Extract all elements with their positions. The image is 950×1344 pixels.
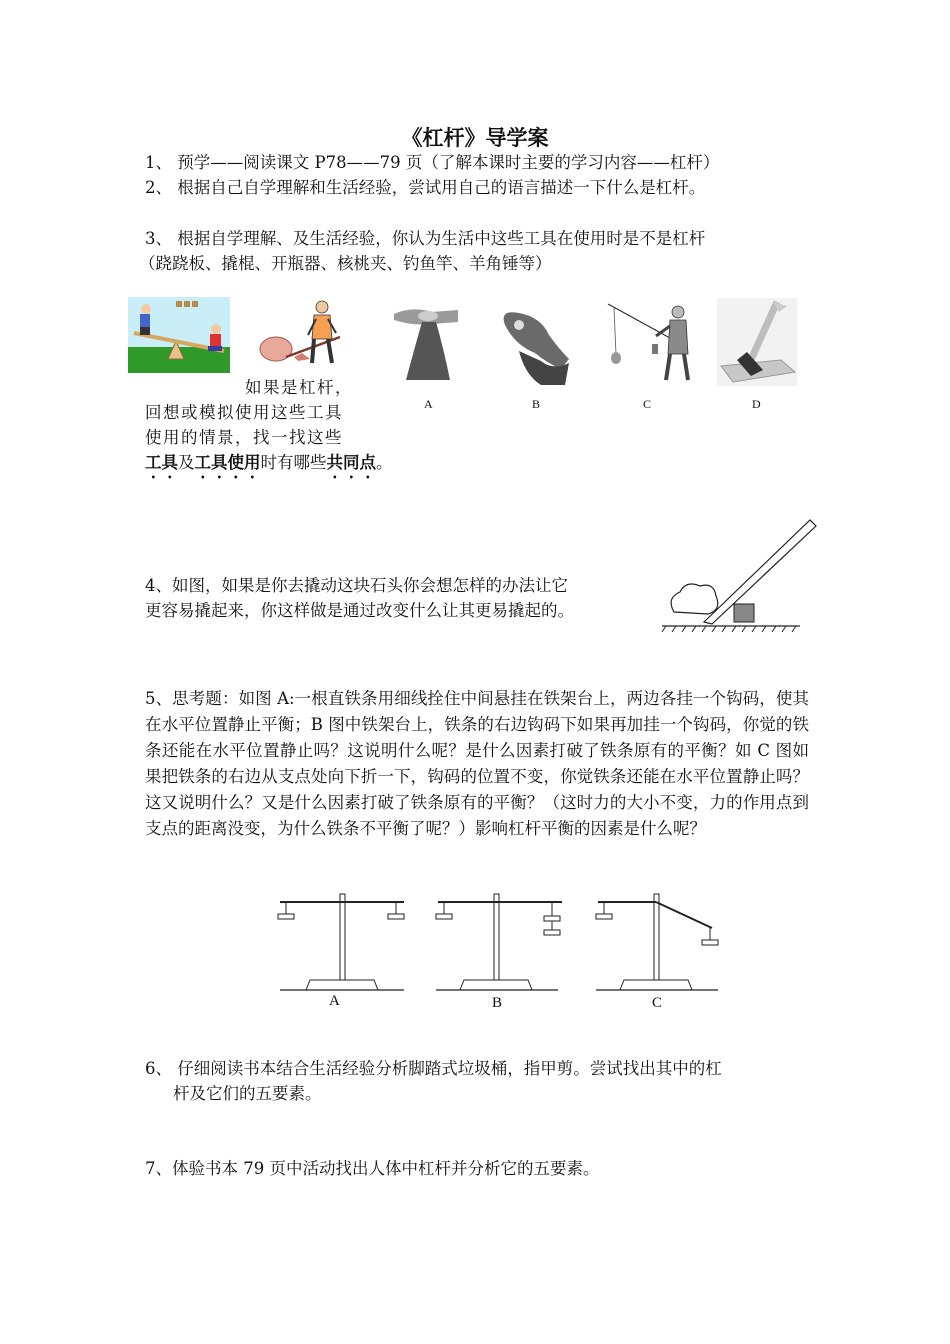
tail-text-period: 。 xyxy=(376,453,393,472)
tail-text-and: 及 xyxy=(178,453,195,472)
question-6-line-1: 6、 仔细阅读书本结合生活经验分析脚踏式垃圾桶，指甲剪。尝试找出其中的杠 xyxy=(145,1059,722,1078)
seesaw-image xyxy=(128,297,230,373)
image-label-c: C xyxy=(643,397,652,411)
balance-label-a: A xyxy=(329,993,340,1009)
crowbar-image xyxy=(256,297,356,369)
question-3-line-2: （跷跷板、撬棍、开瓶器、核桃夹、钓鱼竿、羊角锤等） xyxy=(139,254,552,273)
balance-label-c: C xyxy=(652,995,663,1011)
fishing-rod-image xyxy=(604,298,696,384)
question-4-line-2: 更容易撬起来，你这样做是通过改变什么让其更易撬起的。 xyxy=(145,601,574,620)
question-2: 2、 根据自己自学理解和生活经验，尝试用自己的语言描述一下什么是杠杆。 xyxy=(145,178,706,197)
emphasis-tool-use: 工具使用 xyxy=(194,453,261,472)
emphasis-common-points: 共同点 xyxy=(326,453,376,472)
question-5: 5、思考题：如图 A:一根直铁条用细线拴住中间悬挂在铁架台上，两边各挂一个钩码，使其在水平位置静止平衡；B 图中铁架台上，铁条的右边钩码下如果再加挂一个钩码，你觉的铁条还能在水平位置静止吗？这说明什么呢？是什么因素打破了铁条原有的平衡？如 C 图如果把铁条的右边从支点处向下折一下，钩码的位置不变，你觉铁条还能在水平位置静止吗？这又说明什么？又是什么因素打破了铁条原有的平衡？（这时力的大小不变，力的作用点到支点的距离没变，为什么铁条不平衡了呢？）影响杠杆平衡的因素是什么呢？ xyxy=(145,689,809,838)
emphasis-tools: 工具 xyxy=(145,453,178,472)
question-3-tail-3: 使用的情景，找一找这些 xyxy=(145,428,343,447)
question-3-tail-1: 如果是杠杆， xyxy=(245,378,353,397)
image-label-a: A xyxy=(424,397,433,411)
image-label-d: D xyxy=(752,397,761,411)
question-3-tail-4 xyxy=(145,450,393,482)
question-4-line-1: 4、如图，如果是你去撬动这块石头你会想怎样的办法让它 xyxy=(145,576,568,595)
balance-diagram-a xyxy=(270,888,410,1010)
bottle-opener-image xyxy=(392,300,462,382)
lever-rock-diagram xyxy=(660,518,820,636)
balance-diagram-c xyxy=(592,888,732,1010)
page-title: 《杠杆》导学案 xyxy=(401,125,549,150)
question-1: 1、 预学——阅读课文 P78——79 页（了解本课时主要的学习内容——杠杆） xyxy=(145,153,720,172)
question-3-tail-2: 回想或模拟使用这些工具 xyxy=(145,403,343,422)
balance-label-b: B xyxy=(492,995,503,1011)
question-7: 7、体验书本 79 页中活动找出人体中杠杆并分析它的五要素。 xyxy=(145,1159,600,1178)
question-6-line-2: 杆及它们的五要素。 xyxy=(173,1084,322,1103)
image-label-b: B xyxy=(532,397,541,411)
claw-hammer-image xyxy=(717,298,797,386)
question-3-line-1: 3、 根据自学理解、及生活经验，你认为生活中这些工具在使用时是不是杠杆 xyxy=(145,229,706,248)
balance-diagram-b xyxy=(432,888,572,1010)
nutcracker-image xyxy=(495,305,575,387)
tail-text-which: 时有哪些 xyxy=(260,453,327,472)
